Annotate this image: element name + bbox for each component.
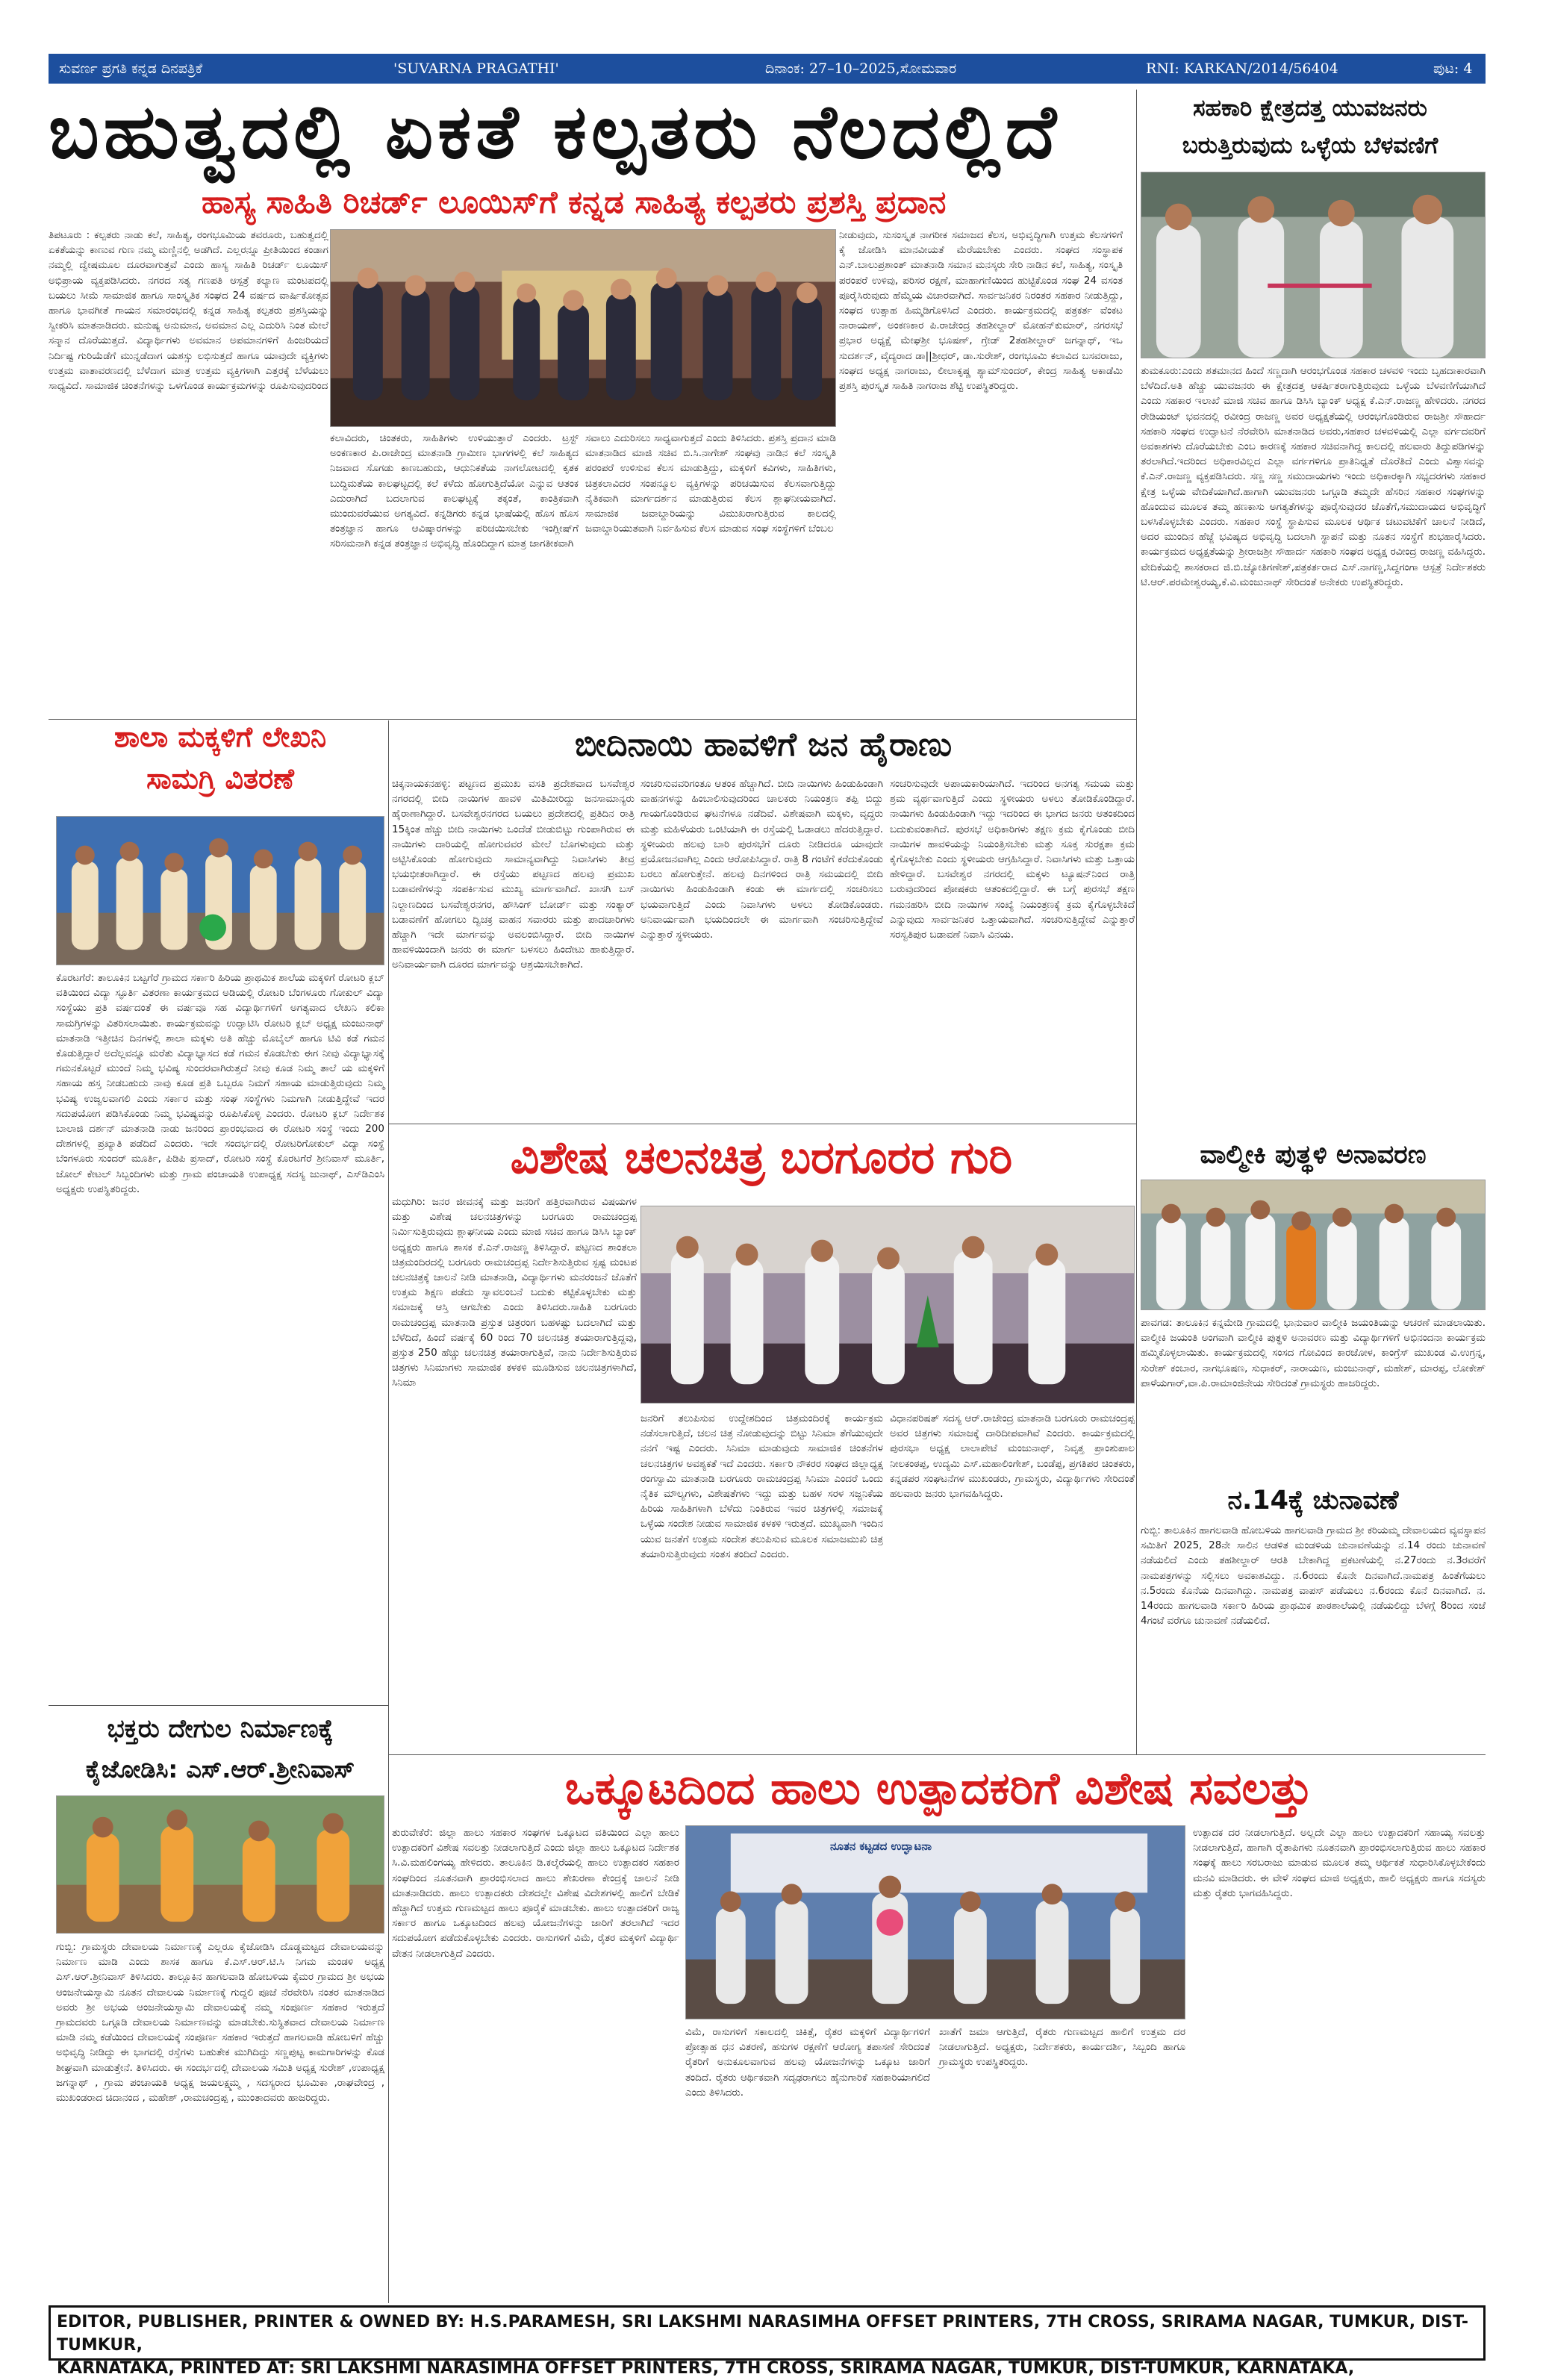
valmiki-headline: ವಾಲ್ಮೀಕಿ ಪುತ್ಥಳಿ ಅನಾವರಣ xyxy=(1200,1140,1427,1170)
milk-photo-banner-text: ನೂತನ ಕಟ್ಟಡದ ಉದ್ಘಾಟನಾ xyxy=(829,1839,932,1853)
dogs-column-2: ಸಂಚರಿಸುವವರಿಗಂತೂ ಆತಂಕ ಹೆಚ್ಚಾಗಿದೆ. ಬೀದಿ ನಾಯಿಗಳು ಹಿಂಡುಹಿಂಡಾಗಿ ವಾಹನಗಳನ್ನು ಹಿಂಬಾಲಿಸುವುದರಿಂದ ಚಾಲಕರು ನಿಯಂತ್ರಣ ತಪ್ಪಿ ಬಿದ್ದು ಗಾಯಗೊಂಡಿರುವ ಘಟನೆಗಳೂ ನಡೆದಿವೆ. ವಿಶೇಷವಾಗಿ ಮಕ್ಕಳು, ವೃದ್ಧರು ಮತ್ತು ಮಹಿಳೆಯರು ಒಂಟಿಯಾಗಿ ಈ ರಸ್ತೆಯಲ್ಲಿ ಓಡಾಡಲು ಹೆದರುತ್ತಿದ್ದಾರೆ. ಸ್ಥಳೀಯರು ಹಲವು ಬಾರಿ ಪುರಸಭೆಗೆ ದೂರು ನೀಡಿದರೂ ಯಾವುದೇ ಪ್ರಯೋಜನವಾಗಿಲ್ಲ ಎಂದು ಆರೋಪಿಸಿದ್ದಾರೆ. ರಾತ್ರಿ 8 ಗಂಟೆಗೆ ಕರೆದುಕೊಂಡು ಬರಲು ಹೋಗುತ್ತೇನೆ. ಹಲವು ದಿನಗಳಿಂದ ರಾತ್ರಿ ಸಮಯದಲ್ಲಿ ಬೀದಿ ನಾಯಿಗಳು ಹಿಂಡುಹಿಂಡಾಗಿ ಕಂಡು ಈ ಮಾರ್ಗದಲ್ಲಿ ಸಂಚರಿಸಲು ಭಯವಾಗುತ್ತಿದೆ ಎಂದು ನಿವಾಸಿಗಳು ಅಳಲು ತೋಡಿಕೊಂಡರು. ಅನಿವಾರ್ಯವಾಗಿ ಭಯದಿಂದಲೇ ಈ ಮಾರ್ಗವಾಗಿ ಸಂಚರಿಸುತ್ತಿದ್ದೇವೆ ಎನ್ನುತ್ತಾರೆ ಸ್ಥಳೀಯರು. xyxy=(640,778,883,941)
milk-column-2: ವಿಮೆ, ರಾಸುಗಳಿಗೆ ಸಕಾಲದಲ್ಲಿ ಚಿಕಿತ್ಸೆ, ರೈತರ ಮಕ್ಕಳಿಗೆ ವಿದ್ಯಾರ್ಥಿಗಳಿಗೆ ಪ್ರೋತ್ಸಾಹ ಧನ ವಿತರಣೆ, ಹಸುಗಳ ರಕ್ಷಣೆಗೆ ಆರೋಗ್ಯ ತಪಾಸಣೆ ಸೇರಿದಂತೆ ರೈತರಿಗೆ ಅನುಕೂಲವಾಗುವ ಹಲವು ಯೋಜನೆಗಳನ್ನು ಒಕ್ಕೂಟ ಜಾರಿಗೆ ತಂದಿದೆ. ರೈತರು ಆರ್ಥಿಕವಾಗಿ ಸದೃಢರಾಗಲು ಹೈನುಗಾರಿಕೆ ಸಹಕಾರಿಯಾಗಲಿದೆ ಎಂದು ತಿಳಿಸಿದರು. xyxy=(685,2026,930,2099)
cooperative-headline: ಸಹಕಾರಿ ಕ್ಷೇತ್ರದತ್ತ ಯುವಜನರು ಬರುತ್ತಿರುವುದು ಒಳ್ಳೆಯ ಬೆಳವಣಿಗೆ xyxy=(1182,95,1438,159)
dogs-column-1: ಚಿಕ್ಕನಾಯಕನಹಳ್ಳಿ: ಪಟ್ಟಣದ ಪ್ರಮುಖ ವಸತಿ ಪ್ರದೇಶವಾದ ಬಸವೇಶ್ವರ ನಗರದಲ್ಲಿ ಬೀದಿ ನಾಯಿಗಳ ಹಾವಳಿ ಮಿತಿಮೀರಿದ್ದು ಜನಸಾಮಾನ್ಯರು ಹೈರಾಣಾಗಿದ್ದಾರೆ. ಬಸವೇಶ್ವರನಗರದ ಬಯಲು ಪ್ರದೇಶದಲ್ಲಿ ಪ್ರತಿದಿನ ರಾತ್ರಿ 15ಕ್ಕಿಂತ ಹೆಚ್ಚು ಬೀದಿ ನಾಯಿಗಳು ಒಂದೆಡೆ ಬೀಡುಬಿಟ್ಟು ಗುಂಪಾಗಿರುವ ಈ ನಾಯಿಗಳು ದಾರಿಯಲ್ಲಿ ಹೋಗುವವರ ಮೇಲೆ ಬೊಗಳುವುದು ಮತ್ತು ಅಟ್ಟಿಸಿಕೊಂಡು ಹೋಗುವುದು ಸಾಮಾನ್ಯವಾಗಿದ್ದು ನಿವಾಸಿಗಳು ತೀವ್ರ ಭಯಭೀತರಾಗಿದ್ದಾರೆ. ಈ ರಸ್ತೆಯು ಪಟ್ಟಣದ ಹಲವು ಪ್ರಮುಖ ಬಡಾವಣೆಗಳನ್ನು ಸಂಪರ್ಕಿಸುವ ಮುಖ್ಯ ಮಾರ್ಗವಾಗಿದೆ. ಖಾಸಗಿ ಬಸ್ ನಿಲ್ದಾಣದಿಂದ ಬಸವೇಶ್ವರನಗರ, ಹೌಸಿಂಗ್ ಬೋರ್ಡ್ ಮತ್ತು ಸಂತ್ಯಾರ್ ಬಡಾವಣೆಗೆ ಹೋಗಲು ದ್ವಿಚಕ್ರ ವಾಹನ ಸವಾರರು ಮತ್ತು ಪಾದಚಾರಿಗಳು ಹೆಚ್ಚಾಗಿ ಇದೇ ಮಾರ್ಗವನ್ನು ಅವಲಂಬಿಸಿದ್ದಾರೆ. ಬೀದಿ ನಾಯಿಗಳ ಹಾವಳಿಯಿಂದಾಗಿ ಜನರು ಈ ಮಾರ್ಗ ಬಳಸಲು ಹಿಂದೇಟು ಹಾಕುತ್ತಿದ್ದಾರೆ. ಅನಿವಾರ್ಯವಾಗಿ ದೂರದ ಮಾರ್ಗವನ್ನು ಆಶ್ರಯಿಸಬೇಕಾಗಿದೆ. xyxy=(392,778,635,971)
dogs-column-3: ಸಂಚರಿಸುವುದೇ ಅಪಾಯಕಾರಿಯಾಗಿದೆ. ಇದರಿಂದ ಅನಗತ್ಯ ಸಮಯ ಮತ್ತು ಶ್ರಮ ವ್ಯರ್ಥವಾಗುತ್ತಿದೆ ಎಂದು ಸ್ಥಳೀಯರು ಅಳಲು ತೋಡಿಕೊಂಡಿದ್ದಾರೆ. ನಾಯಿಗಳು ಹಿಂಡುಹಿಂಡಾಗಿ ಇದ್ದು ಇದರಿಂದ ಈ ಭಾಗದ ಜನರು ಆತಂಕದಿಂದ ಬದುಕುವಂತಾಗಿದೆ. ಪುರಸಭೆ ಅಧಿಕಾರಿಗಳು ತಕ್ಷಣ ಕ್ರಮ ಕೈಗೊಂಡು ಬೀದಿ ನಾಯಿಗಳ ಹಾವಳಿಯನ್ನು ನಿಯಂತ್ರಿಸಬೇಕು ಮತ್ತು ಸೂಕ್ತ ಸುರಕ್ಷತಾ ಕ್ರಮ ಕೈಗೊಳ್ಳಬೇಕು ಎಂದು ಸ್ಥಳೀಯರು ಆಗ್ರಹಿಸಿದ್ದಾರೆ. ನಿವಾಸಿಗಳು ಮತ್ತು ಒತ್ತಾಯ ಹೇಳಿದ್ದಾರೆ. ಬಸವೇಶ್ವರ ನಗರದಲ್ಲಿ ಮಕ್ಕಳು ಟ್ಯೂಷನ್‌ನಿಂದ ರಾತ್ರಿ ಬರುವುದರಿಂದ ಪೋಷಕರು ಆತಂಕದಲ್ಲಿದ್ದಾರೆ. ಈ ಬಗ್ಗೆ ಪುರಸಭೆ ತಕ್ಷಣ ಗಮನಹರಿಸಿ ಬೀದಿ ನಾಯಿಗಳ ಸಂಖ್ಯೆ ನಿಯಂತ್ರಣಕ್ಕೆ ಕ್ರಮ ಕೈಗೊಳ್ಳಬೇಕಿದೆ ಎನ್ನುವುದು ಸಾರ್ವಜನಿಕರ ಒತ್ತಾಯವಾಗಿದೆ. ಸಂಚರಿಸುತ್ತಿದ್ದೇವೆ ಎನ್ನುತ್ತಾರೆ ಸರಸ್ವತಿಪುರ ಬಡಾವಣೆ ನಿವಾಸಿ ವಿನಯ. xyxy=(890,778,1135,941)
film-column-3: ವಿಧಾನಪರಿಷತ್ ಸದಸ್ಯ ಆರ್.ರಾಜೇಂದ್ರ ಮಾತನಾಡಿ ಬರಗೂರು ರಾಮಚಂದ್ರಪ್ಪ ಅವರ ಚಿತ್ರಗಳು ಸಮಾಜಕ್ಕೆ ದಾರಿದೀಪವಾಗಿವೆ ಎಂದರು. ಕಾರ್ಯಕ್ರಮದಲ್ಲಿ ಪುರಸಭಾ ಅಧ್ಯಕ್ಷ ಲಾಲಾಪೇಟೆ ಮಂಜುನಾಥ್, ನಿವೃತ್ತ ಪ್ರಾಂಶುಪಾಲ ನೀಲಕಂಠಪ್ಪ, ಉದ್ಯಮಿ ಎಸ್.ಮಹಾಲಿಂಗೇಶ್, ಬಂಡೆಪ್ಪ, ಪ್ರಗತಿಪರ ಚಿಂತಕರು, ಕನ್ನಡಪರ ಸಂಘಟನೆಗಳ ಮುಖಂಡರು, ಗ್ರಾಮಸ್ಥರು, ವಿದ್ಯಾರ್ಥಿಗಳು ಸೇರಿದಂತೆ ಹಲವಾರು ಜನರು ಭಾಗವಹಿಸಿದ್ದರು. xyxy=(890,1412,1135,1501)
rni-number: RNI: KARKAN/2014/56404 xyxy=(1146,60,1338,77)
temple-article: ಗುಬ್ಬಿ: ಗ್ರಾಮಸ್ಥರು ದೇವಾಲಯ ನಿರ್ಮಾಣಕ್ಕೆ ಎಲ್ಲರೂ ಕೈಜೋಡಿಸಿ ದೊಡ್ಡಮಟ್ಟದ ದೇವಾಲಯವನ್ನು ನಿರ್ಮಾಣ ಮಾಡಿ ಎಂದು ಶಾಸಕ ಹಾಗೂ ಕೆ.ಎಸ್.ಆರ್.ಟಿ.ಸಿ ನಿಗಮ ಮಂಡಳಿ ಅಧ್ಯಕ್ಷ ಎಸ್.ಆರ್.ಶ್ರೀನಿವಾಸ್ ತಿಳಿಸಿದರು. ತಾಲ್ಲೂಕಿನ ಹಾಗಲವಾಡಿ ಹೋಬಳಿಯ ಕೈಮರ ಗ್ರಾಮದ ಶ್ರೀ ಅಭಯ ಆಂಜನೇಯಸ್ವಾಮಿ ನೂತನ ದೇವಾಲಯ ನಿರ್ಮಾಣಕ್ಕೆ ಗುದ್ದಲಿ ಪೂಜೆ ನೆರವೇರಿಸಿ ನಂತರ ಮಾತನಾಡಿದ ಅವರು ಶ್ರೀ ಅಭಯ ಆಂಜನೇಯಸ್ವಾಮಿ ದೇವಾಲಯಕ್ಕೆ ನಮ್ಮ ಸಂಪೂರ್ಣ ಸಹಕಾರ ಇರುತ್ತದೆ ಗ್ರಾಮದವರು ಒಗ್ಗೂಡಿ ದೇವಾಲಯ ನಿರ್ಮಾಣವನ್ನು ಮಾಡಬೇಕು.ಸುಸ್ಥಿತವಾದ ದೇವಾಲಯ ನಿರ್ಮಾಣ ಮಾಡಿ ನಮ್ಮ ಕಡೆಯಿಂದ ದೇವಾಲಯಕ್ಕೆ ಸಂಪೂರ್ಣ ಸಹಕಾರ ಇರುತ್ತದೆ ಹಾಗಲವಾಡಿ ಹೋಬಳಿಗೆ ಹೆಚ್ಚು ಅಭಿವೃದ್ಧಿ ನೀಡಿದ್ದು ಈ ಭಾಗದಲ್ಲಿ ರಸ್ತೆಗಳು ಬಹುತೇಕ ಮುಗಿದಿದ್ದು ಸಣ್ಣಪುಟ್ಟ ಕಾಮಗಾರಿಗಳನ್ನು ಕೊಡ ಶೀಘ್ರವಾಗಿ ಮಾಡುತ್ತೇನೆ. ತಿಳಿಸಿದರು. ಈ ಸಂದರ್ಭದಲ್ಲಿ ದೇವಾಲಯ ಸಮಿತಿ ಅಧ್ಯಕ್ಷ ಸುರೇಶ್ ,ಉಪಾಧ್ಯಕ್ಷ ಜಗನ್ನಾಥ್ , ಗ್ರಾಮ ಪಂಚಾಯತಿ ಅಧ್ಯಕ್ಷ ಜಯಲಕ್ಷ್ಮಮ್ಮ , ಸದಸ್ಯರಾದ ಭೂಮಿಕಾ ,ರಾಘವೇಂದ್ರ , ಮುಖಂಡರಾದ ಚಿದಾನಂದ , ಮಹೇಶ್ ,ರಾಮಚಂದ್ರಪ್ಪ , ಮುಂತಾದವರು ಹಾಜರಿದ್ದರು. xyxy=(56,1941,384,2105)
cooperative-article: ತುಮಕೂರು:ಎಂದು ಶತಮಾನದ ಹಿಂದೆ ಸಣ್ಣದಾಗಿ ಆರಂಭಗೊಂಡ ಸಹಕಾರ ಚಳವಳಿ ಇಂದು ಬೃಹದಾಕಾರವಾಗಿ ಬೆಳೆದಿದೆ.ಅತಿ ಹೆಚ್ಚು ಯುವಜನರು ಈ ಕ್ಷೇತ್ರದತ್ತ ಆಕರ್ಷಿತರಾಗುತ್ತಿರುವುದು ಒಳ್ಳೆಯ ಬೆಳವಣಿಗೆಯಾಗಿದೆ ಎಂದು ಸಹಕಾರ ಇಲಾಖೆ ಮಾಜಿ ಸಚಿವ ಹಾಗೂ ಡಿಸಿಸಿ ಬ್ಯಾಂಕ್ ಅಧ್ಯಕ್ಷ ಕೆ.ಎನ್.ರಾಜಣ್ಣ ಹೇಳಿದರು. ನಗರದ ರೇಡಿಯಂಟ್ ಭವನದಲ್ಲಿ ರವೀಂದ್ರ ರಾಜಣ್ಣ ಅವರ ಅಧ್ಯಕ್ಷತೆಯಲ್ಲಿ ಆರಂಭಗೊಂಡಿರುವ ರಾಜಶ್ರೀ ಸೌಹಾರ್ದ ಸಹಕಾರಿ ಸಂಘದ ಉದ್ಘಾಟನೆ ನೆರವೇರಿಸಿ ಮಾತನಾಡಿದ ಅವರು,ಸಹಕಾರ ಚಳವಳಿಯಲ್ಲಿ ಎಲ್ಲಾ ವರ್ಗದವರಿಗೆ ಅವಕಾಶಗಳು ದೊರೆಯಬೇಕು ಎಂಬ ಕಾರಣಕ್ಕೆ ಸಹಕಾರ ಸಚಿವನಾಗಿದ್ದ ಕಾಲದಲ್ಲಿ ಹಲವಾರು ತಿದ್ದುಪಡಿಗಳನ್ನು ತರಲಾಗಿದೆ.ಇದರಿಂದ ಅಧಿಕಾರವಿಲ್ಲದ ಎಲ್ಲಾ ವರ್ಗಗಳಿಗೂ ಪ್ರಾತಿನಿಧ್ಯತೆ ದೊರೆತಿದೆ ಎಂದು ವಿಶ್ವಾಸವನ್ನು ಕೆ.ಎನ್.ರಾಜಣ್ಣ ವ್ಯಕ್ತಪಡಿಸಿದರು. ಸಣ್ಣ ಸಣ್ಣ ಸಮುದಾಯಗಳು ಇಂದು ಅಧಿಕಾರಕ್ಕಾಗಿ ಸಭ್ಯದರಗಳು ಸಹಕಾರ ಕ್ಷೇತ್ರ ಒಳ್ಳೆಯ ವೇದಿಕೆಯಾಗಿದೆ.ಹಾಗಾಗಿ ಯುವಜನರು ಒಗ್ಗೂಡಿ ತಮ್ಮದೇ ಹೆಸರಿನ ಸಹಕಾರ ಸಂಘಗಳನ್ನು ಹೊಂದುವ ಮೂಲಕ ತಮ್ಮ ಹಣಕಾಸು ಅಗತ್ಯತೆಗಳನ್ನು ಪೂರೈಸುವುದರ ಜೊತೆಗೆ,ಸಮುದಾಯದ ಅಭಿವೃದ್ಧಿಗೆ ಬಳಸಿಕೊಳ್ಳಬೇಕು ಎಂದರು. ಸಹಕಾರ ಸಂಸ್ಥೆ ಸ್ಥಾಪಿಸುವ ಮೂಲಕ ಆರ್ಥಿಕ ಚಟುವಟಿಕೆಗೆ ಚಾಲನೆ ನೀಡಿದೆ, ಅದರ ಮುಂದಿನ ಹೆಜ್ಜೆ ಭವಿಷ್ಯದ ಅಭಿವೃದ್ಧಿ ಬದಲಾಗಿ ಸ್ಥಾಪನೆ ಮತ್ತು ನೂತನ ಸಂಸ್ಥೆಗೆ ಶುಭಹಾರೈಸಿದರು. ಕಾರ್ಯಕ್ರಮದ ಅಧ್ಯಕ್ಷತೆಯನ್ನು ಶ್ರೀರಾಜಶ್ರೀ ಸೌಹಾರ್ದ ಸಹಕಾರಿ ಸಂಘದ ಅಧ್ಯಕ್ಷ ರವೀಂದ್ರ ರಾಜಣ್ಣ ವಹಿಸಿದ್ದರು. ವೇದಿಕೆಯಲ್ಲಿ ಶಾಸಕರಾದ ಜಿ.ಬಿ.ಜ್ಯೋತಿಗಣೇಶ್,ಪತ್ರಕರ್ತರಾದ ಎಸ್.ನಾಗಣ್ಣ,ಸಿದ್ದಗಂಗಾ ಆಸ್ಪತ್ರೆ ನಿರ್ದೇಶಕರು ಟಿ.ಆರ್.ಪರಮೇಶ್ವರಯ್ಯ,ಕೆ.ವಿ.ಮಂಜುನಾಥ್ ಸೇರಿದಂತೆ ಅನೇಕರು ಉಪಸ್ಥಿತರಿದ್ದರು. xyxy=(1141,365,1486,588)
lead-column-1: ತಿಪಟೂರು : ಕಲ್ಪತರು ನಾಡು ಕಲೆ, ಸಾಹಿತ್ಯ, ರಂಗಭೂಮಿಯ ತವರೂರು, ಬಹುತ್ವದಲ್ಲಿ ಏಕತೆಯನ್ನು ಕಾಣುವ ಗುಣ ನಮ್ಮ ಮಣ್ಣಿನಲ್ಲಿ ಅಡಗಿದೆ. ಎಲ್ಲರನ್ನೂ ಪ್ರೀತಿಯಿಂದ ಕಂಡಾಗ ನಮ್ಮಲ್ಲಿ ದ್ವೇಷಮೂಲ ದೂರವಾಗುತ್ತವೆ ಎಂದು ಹಾಸ್ಯ ಸಾಹಿತಿ ರಿಚರ್ಡ್ ಲೂಯಿಸ್ ಅಭಿಪ್ರಾಯ ವ್ಯಕ್ತಪಡಿಸಿದರು. ನಗರದ ಸತ್ಯ ಗಣಪತಿ ಆಸ್ಪತ್ರೆ ಕಲ್ಯಾಣ ಮಂಟಪದಲ್ಲಿ ಬಯಲು ಸೀಮೆ ಸಾಮಾಜಿಕ ಹಾಗೂ ಸಾಂಸ್ಕೃತಿಕ ಸಂಘದ 24 ವರ್ಷದ ವಾರ್ಷಿಕೋತ್ಸವ ಹಾಗೂ ಭಾವಗೀತೆ ಗಾಯನ ಸಮಾರಂಭದಲ್ಲಿ ಕನ್ನಡ ಸಾಹಿತ್ಯ ಕಲ್ಪತರು ಪ್ರಶಸ್ತಿಯನ್ನು ಸ್ವೀಕರಿಸಿ ಮಾತನಾಡಿದರು. ಮನುಷ್ಯ ಅನುಮಾನ, ಅವಮಾನ ಎಲ್ಲ ಎದುರಿಸಿ ನಿಂತ ಮೇಲೆ ಸನ್ಮಾನ ದೊರೆಯುತ್ತದೆ. ವಿದ್ಯಾರ್ಥಿಗಳು ಅವಮಾನ ಅಪಮಾನಗಳಿಗೆ ಹಿಂಜರಿಯದೆ ನಿರ್ದಿಷ್ಟ ಗುರಿಯೆಡೆಗೆ ಮುನ್ನಡೆದಾಗ ಯಶಸ್ಸು ಲಭಿಸುತ್ತದೆ ಹಾಗೂ ಯಾವುದೇ ವ್ಯಕ್ತಿಗಳು ಉತ್ತಮ ವಾತಾವರಣದಲ್ಲಿ ಬೆಳೆದಾಗ ಮಾತ್ರ ಉತ್ತಮ ವ್ಯಕ್ತಿಗಳಾಗಿ ಎತ್ತರಕ್ಕೆ ಬೆಳೆಯಲು ಸಾಧ್ಯವಿದೆ. ಸಾಮಾಜಿಕ ಚಿಂತನೆಗಳನ್ನು ಒಳಗೊಂಡ ಕಾರ್ಯಕ್ರಮಗಳನ್ನು ರೂಪಿಸುವುದರಿಂದ xyxy=(49,229,328,393)
lead-subheadline: ಹಾಸ್ಯ ಸಾಹಿತಿ ರಿಚರ್ಡ್ ಲೂಯಿಸ್‌ಗೆ ಕನ್ನಡ ಸಾಹಿತ್ಯ ಕಲ್ಪತರು ಪ್ರಶಸ್ತಿ ಪ್ರದಾನ xyxy=(202,184,947,220)
section-rule xyxy=(49,1705,388,1706)
imprint-line-2: KARNATAKA, PRINTED AT: SRI LAKSHMI NARASIMHA OFFSET PRINTERS, 7TH CROSS, SRIRAMA NAGAR, TUMKUR, DIST-TUMKUR, KARNATAKA, xyxy=(57,2359,1355,2378)
imprint-line-1: EDITOR, PUBLISHER, PRINTER & OWNED BY: H.S.PARAMESH, SRI LAKSHMI NARASIMHA OFFSET PRINTERS, 7TH CROSS, SRIRAMA NAGAR, TUMKUR, DIST-TUMKUR, xyxy=(57,2313,1469,2355)
film-headline: ವಿಶೇಷ ಚಲನಚಿತ್ರ ಬರಗೂರರ ಗುರಿ xyxy=(510,1132,1013,1184)
election-article: ಗುಬ್ಬಿ: ತಾಲೂಕಿನ ಹಾಗಲವಾಡಿ ಹೋಬಳಿಯ ಹಾಗಲವಾಡಿ ಗ್ರಾಮದ ಶ್ರೀ ಕರಿಯಮ್ಮ ದೇವಾಲಯದ ವ್ಯವಸ್ಥಾಪನ ಸಮಿತಿಗೆ 2025, 28ನೇ ಸಾಲಿನ ಆಡಳಿತ ಮಂಡಳಿಯ ಚುನಾವಣೆಯನ್ನು ನ.14 ರಂದು ಚುನಾವಣೆ ನಡೆಯಲಿದೆ ಎಂದು ತಹಶೀಲ್ದಾರ್ ಆರತಿ ಬೇಕಾಗಿದ್ದ ಪ್ರಕಟಣೆಯಲ್ಲಿ ನ.27ರಂದು ನ.3ರವರೆಗೆ ನಾಮಪತ್ರಗಳನ್ನು ಸಲ್ಲಿಸಲು ಅವಕಾಶವಿದ್ದು. ನ.6ರಂದು ಕೊನೇ ದಿನವಾಗಿದೆ.ನಾಮಪತ್ರ ಹಿಂತೆಗೆಯಲು ನ.5ರಂದು ಕೊನೆಯ ದಿನವಾಗಿದ್ದು. ನಾಮಪತ್ರ ವಾಪಸ್ ಪಡೆಯಲು ನ.6ರಂದು ಕೊನೆ ದಿನವಾಗಿದೆ. ನ. 14ರಂದು ಹಾಗಲವಾಡಿ ಸರ್ಕಾರಿ ಹಿರಿಯ ಪ್ರಾಥಮಿಕ ಪಾಠಶಾಲೆಯಲ್ಲಿ ನಡೆಯಲಿದ್ದು ಬೆಳಗ್ಗೆ 8ರಿಂದ ಸಂಜೆ 4ಗಂಟೆ ವರೆಗೂ ಚುನಾವಣೆ ನಡೆಯಲಿದೆ. xyxy=(1141,1524,1486,1627)
film-photo-launch xyxy=(640,1206,1135,1404)
section-rule xyxy=(49,719,1136,720)
lead-photo-award-ceremony xyxy=(330,229,836,427)
lead-column-2: ಕಲಾವಿದರು, ಚಿಂತಕರು, ಸಾಹಿತಿಗಳು ಉಳಿಯುತ್ತಾರೆ ಎಂದರು. ಟ್ರಸ್ಟ್ ಅಂಕಣಕಾರ ಪಿ.ರಾಜೇಂದ್ರ ಮಾತನಾಡಿ ಗ್ರಾಮೀಣ ಭಾಗಗಳಲ್ಲಿ ಕಲೆ ಸಾಹಿತ್ಯದ ನಿಜವಾದ ಸೊಗಡು ಕಾಣಬಹುದು, ಆಧುನಿಕತೆಯ ನಾಗಲೋಟದಲ್ಲಿ ಕೃತಕ ಬುದ್ಧಿಮತೆಯ ಕಾಲಘಟ್ಟದಲ್ಲಿ ಕಲೆ ಕಳೆದು ಹೋಗುತ್ತಿದೆಯೋ ಎನ್ನುವ ಆತಂಕ ಎದುರಾಗಿದೆ ಬದಲಾಗುವ ಕಾಲಘಟ್ಟಕ್ಕೆ ತಕ್ಕಂತೆ, ಕಾಂತ್ರಿಕವಾಗಿ ಮುಂದುವರೆಯುವ ಅಗತ್ಯವಿದೆ. ಕನ್ನಡಿಗರು ಕನ್ನಡ ಭಾಷೆಯಲ್ಲಿ ಹೊಸ ಹೊಸ ತಂತ್ರಜ್ಞಾನ ಹಾಗೂ ಆವಿಷ್ಕಾರಗಳನ್ನು ಪರಿಚಯಿಸಬೇಕು ಇಂಗ್ಲೀಷ್‌ಗೆ ಸರಿಸಮನಾಗಿ ಕನ್ನಡ ತಂತ್ರಜ್ಞಾನ ಅಭಿವೃದ್ಧಿ ಹೊಂದಿದ್ದಾಗ ಮಾತ್ರ ಜಾಗತೀಕವಾಗಿ xyxy=(330,432,579,550)
school-photo-distribution xyxy=(56,816,384,965)
school-headline-line1: ಶಾಲಾ ಮಕ್ಕಳಿಗೆ ಲೇಖನಿ xyxy=(113,720,327,753)
paper-name-kannada: ಸುವರ್ಣ ಪ್ರಗತಿ ಕನ್ನಡ ದಿನಪತ್ರಿಕೆ xyxy=(59,60,203,77)
page-number: ಪುಟ: 4 xyxy=(1433,60,1473,77)
issue-date: ದಿನಾಂಕ: 27–10–2025,ಸೋಮವಾರ xyxy=(765,60,957,77)
section-rule xyxy=(388,1754,1486,1755)
paper-name-english: 'SUVARNA PRAGATHI' xyxy=(393,60,559,77)
school-headline-line2: ಸಾಮಗ್ರಿ ವಿತರಣೆ xyxy=(146,762,294,795)
milk-column-3: ಖಾತೆಗೆ ಜಮಾ ಆಗುತ್ತಿದೆ, ರೈತರು ಗುಣಮಟ್ಟದ ಹಾಲಿಗೆ ಉತ್ತಮ ದರ ನೀಡಲಾಗುತ್ತಿದೆ. ಅಧ್ಯಕ್ಷರು, ನಿರ್ದೇಶಕರು, ಕಾರ್ಯದರ್ಶಿ, ಸಿಬ್ಬಂದಿ ಹಾಗೂ ಗ್ರಾಮಸ್ಥರು ಉಪಸ್ಥಿತರಿದ್ದರು. xyxy=(939,2026,1185,2069)
masthead-bar xyxy=(49,54,1486,84)
column-rule xyxy=(388,720,389,2303)
milk-column-1: ತುರುವೇಕೆರೆ: ಜಿಲ್ಲಾ ಹಾಲು ಸಹಕಾರ ಸಂಘಗಳ ಒಕ್ಕೂಟದ ವತಿಯಿಂದ ಎಲ್ಲಾ ಹಾಲು ಉತ್ಪಾದಕರಿಗೆ ವಿಶೇಷ ಸವಲತ್ತು ನೀಡಲಾಗುತ್ತಿದೆ ಎಂದು ಜಿಲ್ಲಾ ಹಾಲು ಒಕ್ಕೂಟದ ನಿರ್ದೇಶಕ ಸಿ.ವಿ.ಮಹಲಿಂಗಯ್ಯ ಹೇಳಿದರು. ತಾಲೂಕಿನ ಡಿ.ಕಲ್ಕೆರೆಯಲ್ಲಿ ಹಾಲು ಉತ್ಪಾದಕರ ಸಹಕಾರ ಸಂಘದಿಂದ ನೂತನವಾಗಿ ಪ್ರಾರಂಭಿಸಲಾದ ಹಾಲು ಶೇಖರಣಾ ಕೇಂದ್ರಕ್ಕೆ ಚಾಲನೆ ನೀಡಿ ಮಾತನಾಡಿದರು. ಹಾಲು ಉತ್ಪಾದಕರು ದೇಶದಲ್ಲೇ ವಿಶೇಷ ವಿದೇಶಗಳಲ್ಲಿ ಹಾಲಿಗೆ ಬೇಡಿಕೆ ಹೆಚ್ಚಾಗಿದೆ ಉತ್ತಮ ಗುಣಮಟ್ಟದ ಹಾಲು ಪೂರೈಕೆ ಮಾಡಬೇಕು. ಹಾಲು ಉತ್ಪಾದಕರಿಗೆ ರಾಜ್ಯ ಸರ್ಕಾರ ಹಾಗೂ ಒಕ್ಕೂಟದಿಂದ ಹಲವು ಯೋಜನೆಗಳನ್ನು ಜಾರಿಗೆ ತರಲಾಗಿದೆ ಇದರ ಸದುಪಯೋಗ ಪಡೆದುಕೊಳ್ಳಬೇಕು ಎಂದರು. ರಾಸುಗಳಿಗೆ ವಿಮೆ, ರೈತರ ಮಕ್ಕಳಿಗೆ ವಿದ್ಯಾರ್ಥಿ ವೇತನ ನೀಡಲಾಗುತ್ತಿದೆ ಎಂದರು. xyxy=(392,1827,679,1960)
temple-photo-groundbreaking xyxy=(56,1795,384,1934)
column-rule xyxy=(1136,90,1137,1754)
valmiki-article: ಪಾವಗಡ: ತಾಲೂಕಿನ ಕನ್ನಮೇಡಿ ಗ್ರಾಮದಲ್ಲಿ ಭಾನುವಾರ ವಾಲ್ಮೀಕಿ ಜಯಂತಿಯನ್ನು ಆಚರಣೆ ಮಾಡಲಾಯಿತು. ವಾಲ್ಮೀಕಿ ಜಯಂತಿ ಅಂಗವಾಗಿ ವಾಲ್ಮೀಕಿ ಪುತ್ಥಳಿ ಅನಾವರಣ ಮತ್ತು ವಿದ್ಯಾರ್ಥಿಗಳಿಗೆ ಅಭಿನಂದನಾ ಕಾರ್ಯಕ್ರಮ ಹಮ್ಮಿಕೊಳ್ಳಲಾಯಿತು. ಕಾರ್ಯಕ್ರಮದಲ್ಲಿ ಸಂಸದ ಗೋವಿಂದ ಕಾರಜೋಳ, ಕಾಂಗ್ರೆಸ್ ಮುಖಂಡ ವಿ.ಉಗ್ರನ್ನ, ಸುರೇಶ್ ಕಂಬಾರ, ನಾಗಭೂಷಣ, ಸುಧಾಕರ್, ನಾರಾಯಣ, ಮಂಜುನಾಥ್, ಮಹೇಶ್, ಮಾರಪ್ಪ, ಲೋಕೇಶ್ ಪಾಳೆಯಗಾರ್,ವಾ.ಪಿ.ರಾಮಾಂಜಿನೇಯ ಸೇರಿದಂತೆ ಗ್ರಾಮಸ್ಥರು ಹಾಜರಿದ್ದರು. xyxy=(1141,1317,1486,1389)
temple-headline-line1: ಭಕ್ತರು ದೇಗುಲ ನಿರ್ಮಾಣಕ್ಕೆ xyxy=(107,1714,334,1744)
film-column-2: ಜನರಿಗೆ ತಲುಪಿಸುವ ಉದ್ದೇಶದಿಂದ ಚಿತ್ರಮಂದಿರಕ್ಕೆ ಕಾರ್ಯಕ್ರಮ ನಡೆಸಲಾಗುತ್ತಿದೆ, ಚಲನ ಚಿತ್ರ ನೋಡುವುದನ್ನು ಬಿಟ್ಟು ಸಿನಿಮಾ ತೆಗೆಯುವುದೇ ನನಗೆ ಇಷ್ಟ ಎಂದರು. ಸಿನಿಮಾ ಮಾಡುವುದು ಸಾಮಾಜಿಕ ಚಿಂತನೆಗಳ ಚಲನಚಿತ್ರಗಳ ಅವಶ್ಯಕತೆ ಇದೆ ಎಂದರು. ಸರ್ಕಾರಿ ನೌಕರರ ಸಂಘದ ಜಿಲ್ಲಾಧ್ಯಕ್ಷ ರಂಗಸ್ವಾಮಿ ಮಾತನಾಡಿ ಬರಗೂರು ರಾಮಚಂದ್ರಪ್ಪ ಸಿನಿಮಾ ಎಂದರೆ ಒಂದು ನೈತಿಕ ಮೌಲ್ಯಗಳು, ವಿಶೇಷತೆಗಳು ಇದ್ದು ಮತ್ತು ಬಹಳ ಸರಳ ಸಜ್ಜನಿಕೆಯ ಹಿರಿಯ ಸಾಹಿತಿಗಳಾಗಿ ಬೆಳೆದು ನಿಂತಿರುವ ಇವರ ಚಿತ್ರಗಳಲ್ಲಿ ಸಮಾಜಕ್ಕೆ ಒಳ್ಳೆಯ ಸಂದೇಶ ನೀಡುವ ಸಾಮಾಜಿಕ ಕಳಕಳಿ ಇರುತ್ತದೆ. ಮುಖ್ಯವಾಗಿ ಇಂದಿನ ಯುವ ಜನತೆಗೆ ಉತ್ತಮ ಸಂದೇಶ ತಲುಪಿಸುವ ಮೂಲಕ ಸಮಾಜಮುಖಿ ಚಿತ್ರ ತಯಾರಿಸುತ್ತಿರುವುದು ಸಂತಸ ತಂದಿದೆ ಎಂದರು. xyxy=(640,1412,883,1560)
dogs-headline: ಬೀದಿನಾಯಿ ಹಾವಳಿಗೆ ಜನ ಹೈರಾಣು xyxy=(574,726,953,764)
lead-headline: ಬಹುತ್ವದಲ್ಲಿ ಏಕತೆ ಕಲ್ಪತರು ನೆಲದಲ್ಲಿದೆ xyxy=(49,88,1062,175)
imprint-footer xyxy=(49,2305,1486,2378)
lead-column-3: ಸವಾಲು ಎದುರಿಸಲು ಸಾಧ್ಯವಾಗುತ್ತದೆ ಎಂದು ತಿಳಿಸಿದರು. ಪ್ರಶಸ್ತಿ ಪ್ರದಾನ ಮಾಡಿ ಮಾತನಾಡಿದ ಮಾಜಿ ಸಚಿವ ಬಿ.ಸಿ.ನಾಗೇಶ್ ಸಂಘವು ನಾಡಿನ ಕಲೆ ಸಂಸ್ಕೃತಿ ಪರಂಪರೆ ಉಳಿಸುವ ಕೆಲಸ ಮಾಡುತ್ತಿದ್ದು, ಮಕ್ಕಳಿಗೆ ಕವಿಗಳು, ಸಾಹಿತಿಗಳು, ಚಿತ್ರಕಲಾವಿದರ ಸಂಪನ್ಮೂಲ ವ್ಯಕ್ತಿಗಳನ್ನು ಪರಿಚಯಿಸುವ ಕೆಲಸವಾಗುತ್ತಿದ್ದು ನೈತಿಕವಾಗಿ ಮಾರ್ಗದರ್ಶನ ಮಾಡುತ್ತಿರುವ ಕೆಲಸ ಶ್ಲಾಘನೀಯವಾಗಿದೆ. ಸಾಮಾಜಿಕ ಜವಾಬ್ದಾರಿಯನ್ನು ವಿಮುಖರಾಗುತ್ತಿರುವ ಕಾಲದಲ್ಲಿ ಜವಾಬ್ದಾರಿಯುತವಾಗಿ ನಿರ್ವಹಿಸುವ ಕೆಲಸ ಮಾಡುವ ಸಂಘ ಸಂಸ್ಥೆಗಳಿಗೆ ಬೆಂಬಲ xyxy=(585,432,836,535)
valmiki-photo-unveiling xyxy=(1141,1180,1486,1310)
cooperative-photo-inauguration xyxy=(1141,172,1486,358)
temple-headline-line2: ಕೈಜೋಡಿಸಿ: ಎಸ್.ಆರ್.ಶ್ರೀನಿವಾಸ್ xyxy=(85,1755,355,1784)
election-headline: ನ.14ಕ್ಕೆ ಚುನಾವಣೆ xyxy=(1227,1486,1399,1515)
school-article: ಕೊರಟಗೆರೆ: ತಾಲೂಕಿನ ಬಟ್ಟಗೆರೆ ಗ್ರಾಮದ ಸರ್ಕಾರಿ ಹಿರಿಯ ಪ್ರಾಥಮಿಕ ಶಾಲೆಯ ಮಕ್ಕಳಿಗೆ ರೋಟರಿ ಕ್ಲಬ್ ವತಿಯಿಂದ ವಿದ್ಯಾ ಸ್ಫೂರ್ತಿ ವಿತರಣಾ ಕಾರ್ಯಕ್ರಮದ ಅಡಿಯಲ್ಲಿ ರೋಟರಿ ಬೆಂಗಳೂರು ಗೋಕುಲ್ ವಿದ್ಯಾ ಸಂಸ್ಥೆಯು ಪ್ರತಿ ವರ್ಷದಂತೆ ಈ ವರ್ಷವೂ ಸಹ ವಿದ್ಯಾರ್ಥಿಗಳಿಗೆ ಅಗತ್ಯವಾದ ಲೇಖನಿ ಕಲಿಕಾ ಸಾಮಗ್ರಿಗಳನ್ನು ವಿತರಿಸಲಾಯಿತು. ಕಾರ್ಯಕ್ರಮವನ್ನು ಉದ್ಘಾಟಿಸಿ ರೋಟರಿ ಕ್ಲಬ್ ಅಧ್ಯಕ್ಷ ಮಂಜುನಾಥ್ ಮಾತನಾಡಿ ಇತ್ತೀಚಿನ ದಿನಗಳಲ್ಲಿ ಶಾಲಾ ಮಕ್ಕಳು ಅತಿ ಹೆಚ್ಚು ಮೊಬೈಲ್ ಹಾಗೂ ಟಿವಿ ಕಡೆ ಗಮನ ಕೊಡುತ್ತಿದ್ದಾರೆ ಅದೆಲ್ಲವನ್ನೂ ಮರೆತು ವಿದ್ಯಾಭ್ಯಾಸದ ಕಡೆ ಗಮನ ಕೊಡಬೇಕು ಈಗ ನೀವು ವಿದ್ಯಾಭ್ಯಾಸಕ್ಕೆ ಗಮನಕೊಟ್ಟರೆ ಮುಂದೆ ನಿಮ್ಮ ಭವಿಷ್ಯ ಸುಂದರವಾಗಿರುತ್ತದೆ ನೀವು ಕೂಡ ನಿಮ್ಮ ತಾಲೆ ಯ ಮಕ್ಕಳಿಗೆ ಸಹಾಯ ಹಸ್ತ ನೀಡಬಹುದು ನಾವು ಕೂಡ ಪ್ರತಿ ಒಬ್ಬರೂ ನಿಮಗೆ ಸಹಾಯ ಮಾಡುತ್ತಿರುವುದು ನಿಮ್ಮ ಭವಿಷ್ಯ ಉಜ್ವಲವಾಗಲಿ ಎಂದು ಸರ್ಕಾರ ಮತ್ತು ಸಂಘ ಸಂಸ್ಥೆಗಳು ನಿಮಗಾಗಿ ನೀಡುತ್ತಿದ್ದೇವೆ ಇದರ ಸದುಪಯೋಗ ಪಡಿಸಿಕೊಂಡು ನಿಮ್ಮ ಭವಿಷ್ಯವನ್ನು ರೂಪಿಸಿಕೊಳ್ಳಿ ಎಂದರು. ರೋಟರಿ ಕ್ಲಬ್ ನಿರ್ದೇಶಕ ಬಾಲಾಜಿ ದರ್ಶನ್ ಮಾತನಾಡಿ ನಾಡು ಜನರಿಂದ ಪ್ರಾರಂಭವಾದ ಈ ರೋಟರಿ ಸಂಸ್ಥೆ ಇಂದು 200 ದೇಶಗಳಲ್ಲಿ ಪ್ರಖ್ಯಾತಿ ಪಡೆದಿದೆ ಎಂದರು. ಇದೇ ಸಂದರ್ಭದಲ್ಲಿ ರೋಟರಿಗೋಕುಲ್ ವಿದ್ಯಾ ಸಂಸ್ಥೆ ಬೆಂಗಳೂರು ಸುಂದರ್ ಮೂರ್ತಿ, ಪಿಡಿಪಿ ಪ್ರಸಾದ್, ರೋಟರಿ ಸಂಸ್ಥೆ ಕೊರಟಗೆರೆ ಶ್ರೀನಿವಾಸ್ ಮೂರ್ತಿ, ಜೋಲ್ ಕೇಟಲ್ ಸಿಬ್ಬಂದಿಗಳು ಮತ್ತು ಗ್ರಾಮ ಪಂಚಾಯತಿ ಉಪಾಧ್ಯಕ್ಷ ಸದಸ್ಯ ಜುನಾಥ್, ಎಸ್‌ಡಿಎಂಸಿ ಅಧ್ಯಕ್ಷರು ಉಪಸ್ಥಿತರಿದ್ದರು. xyxy=(56,972,384,1195)
film-column-1: ಮಧುಗಿರಿ: ಜನರ ಜೀವನಕ್ಕೆ ಮತ್ತು ಜನರಿಗೆ ಹತ್ತಿರವಾಗಿರುವ ವಿಷಯಗಳ ಮತ್ತು ವಿಶೇಷ ಚಲನಚಿತ್ರಗಳನ್ನು ಬರಗೂರು ರಾಮಚಂದ್ರಪ್ಪ ನಿರ್ಮಿಸುತ್ತಿರುವುದು ಶ್ಲಾಘನೀಯ ಎಂದು ಮಾಜಿ ಸಚಿವ ಹಾಗೂ ಡಿಸಿಸಿ ಬ್ಯಾಂಕ್ ಅಧ್ಯಕ್ಷರು ಹಾಗೂ ಶಾಸಕ ಕೆ.ಎನ್.ರಾಜಣ್ಣ ತಿಳಿಸಿದ್ದಾರೆ. ಪಟ್ಟಣದ ಶಾಂತಲಾ ಚಿತ್ರಮಂದಿರದಲ್ಲಿ ಬರಗೂರು ರಾಮಚಂದ್ರಪ್ಪ ನಿರ್ದೇಶಿಸುತ್ತಿರುವ ಸ್ಪಷ್ಟ ಮಂಟಪ ಚಲನಚಿತ್ರಕ್ಕೆ ಚಾಲನೆ ನೀಡಿ ಮಾತನಾಡಿ, ವಿದ್ಯಾರ್ಥಿಗಳು ಮನರಂಜನೆ ಜೊತೆಗೆ ಉತ್ತಮ ಶಿಕ್ಷಣ ಪಡೆದು ಸ್ವಾವಲಂಬನೆ ಬದುಕು ಕಟ್ಟಿಕೊಳ್ಳಬೇಕು ಮತ್ತು ಸಮಾಜಕ್ಕೆ ಆಸ್ತಿ ಆಗಬೇಕು ಎಂದು ತಿಳಿಸಿದರು.ಸಾಹಿತಿ ಬರಗೂರು ರಾಮಚಂದ್ರಪ್ಪ ಮಾತನಾಡಿ ಪ್ರಸ್ತುತ ಚಿತ್ರರಂಗ ಬಹಳಷ್ಟು ಬದಲಾಗಿದೆ ಮತ್ತು ಬೆಳೆದಿದೆ, ಹಿಂದೆ ವರ್ಷಕ್ಕೆ 60 ರಿಂದ 70 ಚಲನಚಿತ್ರ ತಯಾರಾಗುತ್ತಿದ್ದವು, ಪ್ರಸ್ತುತ 250 ಹೆಚ್ಚು ಚಲನಚಿತ್ರ ತಯಾರಾಗುತ್ತಿವೆ, ನಾನು ನಿರ್ದೇಶಿಸುತ್ತಿರುವ ಚಿತ್ರಗಳು ಸಿನಿಮಾಗಳು ಸಾಮಾಜಿಕ ಕಳಕಳಿ ಮೂಡಿಸುವ ಚಲನಚಿತ್ರಗಳಾಗಿದೆ, ಸಿನಿಮಾ xyxy=(392,1196,637,1389)
milk-headline: ಒಕ್ಕೂಟದಿಂದ ಹಾಲು ಉತ್ಪಾದಕರಿಗೆ ವಿಶೇಷ ಸವಲತ್ತು xyxy=(564,1763,1313,1815)
lead-column-4: ನೀಡುವುದು, ಸುಸಂಸ್ಕೃತ ನಾಗರೀಕ ಸಮಾಜದ ಕೆಲಸ, ಅಭಿವೃದ್ಧಿಗಾಗಿ ಉತ್ತಮ ಕೆಲಸಗಳಿಗೆ ಕೈ ಜೋಡಿಸಿ ಮಾನವೀಯತೆ ಮೆರೆಯಬೇಕು ಎಂದರು. ಸಂಘದ ಸಂಸ್ಥಾಪಕ ಎನ್.ಬಾಲುಪ್ರಶಾಂತ್ ಮಾತನಾಡಿ ಸಮಾನ ಮನಸ್ಕರು ಸೇರಿ ನಾಡಿನ ಕಲೆ, ಸಾಹಿತ್ಯ, ಸಂಸ್ಕೃತಿ ಪರಂಪರೆ ಉಳಿವು, ಪರಿಸರ ರಕ್ಷಣೆ, ಮಾಹಾಗಣಿಯಿಂದ ಹುಟ್ಟಿಕೊಂಡ ಸಂಘ 24 ವಸಂತ ಪೂರೈಸಿರುವುದು ಹೆಮ್ಮೆಯ ವಿಚಾರವಾಗಿದೆ. ಸಾರ್ವಜನಿಕರ ನಿರಂತರ ಸಹಕಾರ ನೀಡುತ್ತಿದ್ದು, ಸಂಘದ ಉತ್ಸಾಹ ಹಿಮ್ಮಡಿಗೊಳಿಸಿದೆ ಎಂದರು. ಕಾರ್ಯಕ್ರಮದಲ್ಲಿ ಪತ್ರಕರ್ತ ವೆಂಕಟ ನಾರಾಯಣ್, ಅಂಕಣಕಾರ ಪಿ.ರಾಜೇಂದ್ರ ತಹಶೀಲ್ದಾರ್ ಮೋಹನ್‌ಕುಮಾರ್, ನಗರಸಭೆ ಪ್ರಭಾರ ಅಧ್ಯಕ್ಷೆ ಮೇಘಶ್ರೀ ಭೂಷಣ್, ಗ್ರೇಡ್ 2ತಹಶೀಲ್ದಾರ್ ಜಗನ್ನಾಥ್, ಇಒ ಸುದರ್ಶನ್, ವೈದ್ಯರಾದ ಡಾ||ಶ್ರೀಧರ್, ಡಾ.ಸುರೇಶ್, ರಂಗಭೂಮಿ ಕಲಾವಿದ ಬಸವರಾಜು, ಸಂಘದ ಅಧ್ಯಕ್ಷ ನಾಗರಾಜು, ಲೀಲಾಕೃಷ್ಣ ಶ್ಯಾಮ್‌ಸುಂದರ್, ಕೇಂದ್ರ ಸಾಹಿತ್ಯ ಅಕಾಡೆಮಿ ಪ್ರಶಸ್ತಿ ಪುರಸ್ಕೃತ ಸಾಹಿತಿ ನಾಗರಾಜ ಶೆಟ್ಟಿ ಉಪಸ್ಥಿತರಿದ್ದರು. xyxy=(839,229,1123,393)
milk-column-4: ಉತ್ಪಾದಕ ದರ ನೀಡಲಾಗುತ್ತಿದೆ. ಅಲ್ಲದೇ ಎಲ್ಲಾ ಹಾಲು ಉತ್ಪಾದಕರಿಗೆ ಸಹಾಯ್ಯ ಸವಲತ್ತು ನೀಡಲಾಗುತ್ತಿದೆ, ಹಾಗಾಗಿ ರೈತಾಪಿಗಳು ನೂತನವಾಗಿ ಪ್ರಾರಂಭಿಸಲಾಗುತ್ತಿರುವ ಹಾಲು ಸಹಕಾರ ಸಂಘಕ್ಕೆ ಹಾಲು ಸರಬರಾಜು ಮಾಡುವ ಮೂಲಕ ತಮ್ಮ ಆರ್ಥಿಕತೆ ಸುಧಾರಿಸಿಕೊಳ್ಳಬೇಕೆಂದು ಮನವಿ ಮಾಡಿದರು. ಈ ವೇಳೆ ಸಂಘದ ಮಾಜಿ ಅಧ್ಯಕ್ಷರು, ಹಾಲಿ ಅಧ್ಯಕ್ಷರು ಹಾಗೂ ಸದಸ್ಯರು ಮತ್ತು ರೈತರು ಭಾಗವಹಿಸಿದ್ದರು. xyxy=(1193,1827,1486,1899)
